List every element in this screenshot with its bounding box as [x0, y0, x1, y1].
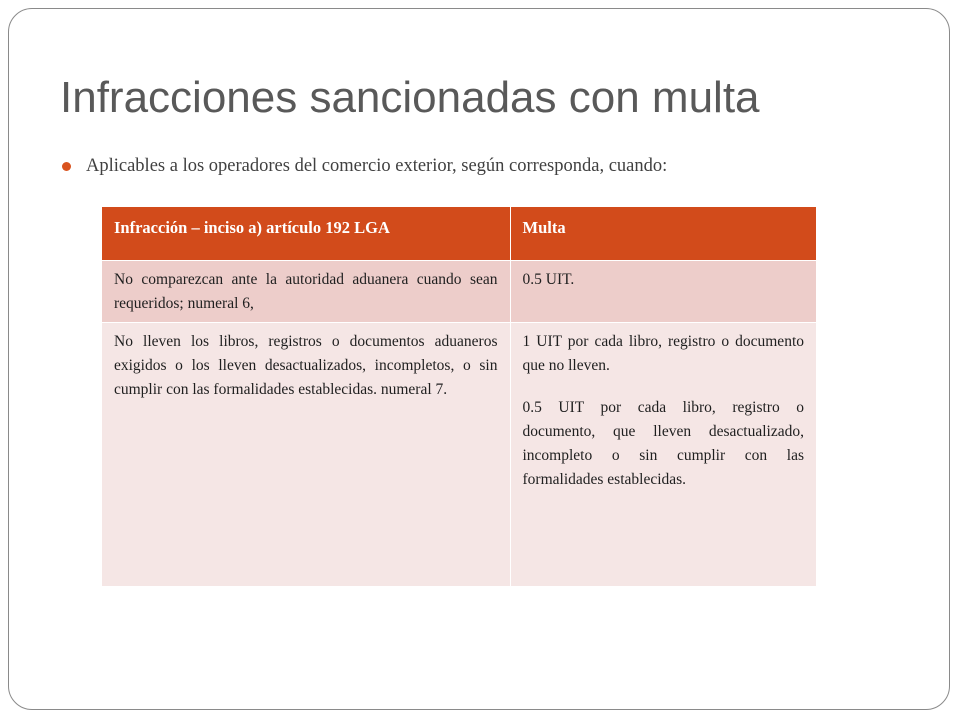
multa-text: 1 UIT por cada libro, registro o documento que no lleven. [522, 332, 804, 374]
multa-text: 0.5 UIT por cada libro, registro o documento, que lleven desactualizado, incompleto o sin cumplir con las formalidades establecidas. [522, 398, 804, 488]
cell-multa [510, 322, 816, 586]
table-row [102, 260, 816, 322]
header-infraccion: Infracción – inciso a) artículo 192 LGA [102, 207, 510, 260]
bullet-text: Aplicables a los operadores del comercio exterior, según corresponda, cuando: [86, 156, 668, 176]
bullet-item [62, 156, 667, 177]
table-header-row [102, 207, 816, 260]
cell-infraccion: No comparezcan ante la autoridad aduanera cuando sean requeridos; numeral 6, [102, 260, 510, 322]
slide-title: Infracciones sancionadas con multa [60, 73, 760, 122]
table-row [102, 322, 816, 586]
cell-multa [510, 260, 816, 322]
multa-text: 0.5 UIT. [522, 270, 575, 288]
bullet-dot-icon [62, 162, 71, 171]
header-multa: Multa [510, 207, 816, 260]
infracciones-table [102, 207, 816, 586]
cell-infraccion: No lleven los libros, registros o documentos aduaneros exigidos o los lleven desactualizados, incompletos, o sin cumplir con las formalidades establecidas. numeral 7. [102, 322, 510, 586]
